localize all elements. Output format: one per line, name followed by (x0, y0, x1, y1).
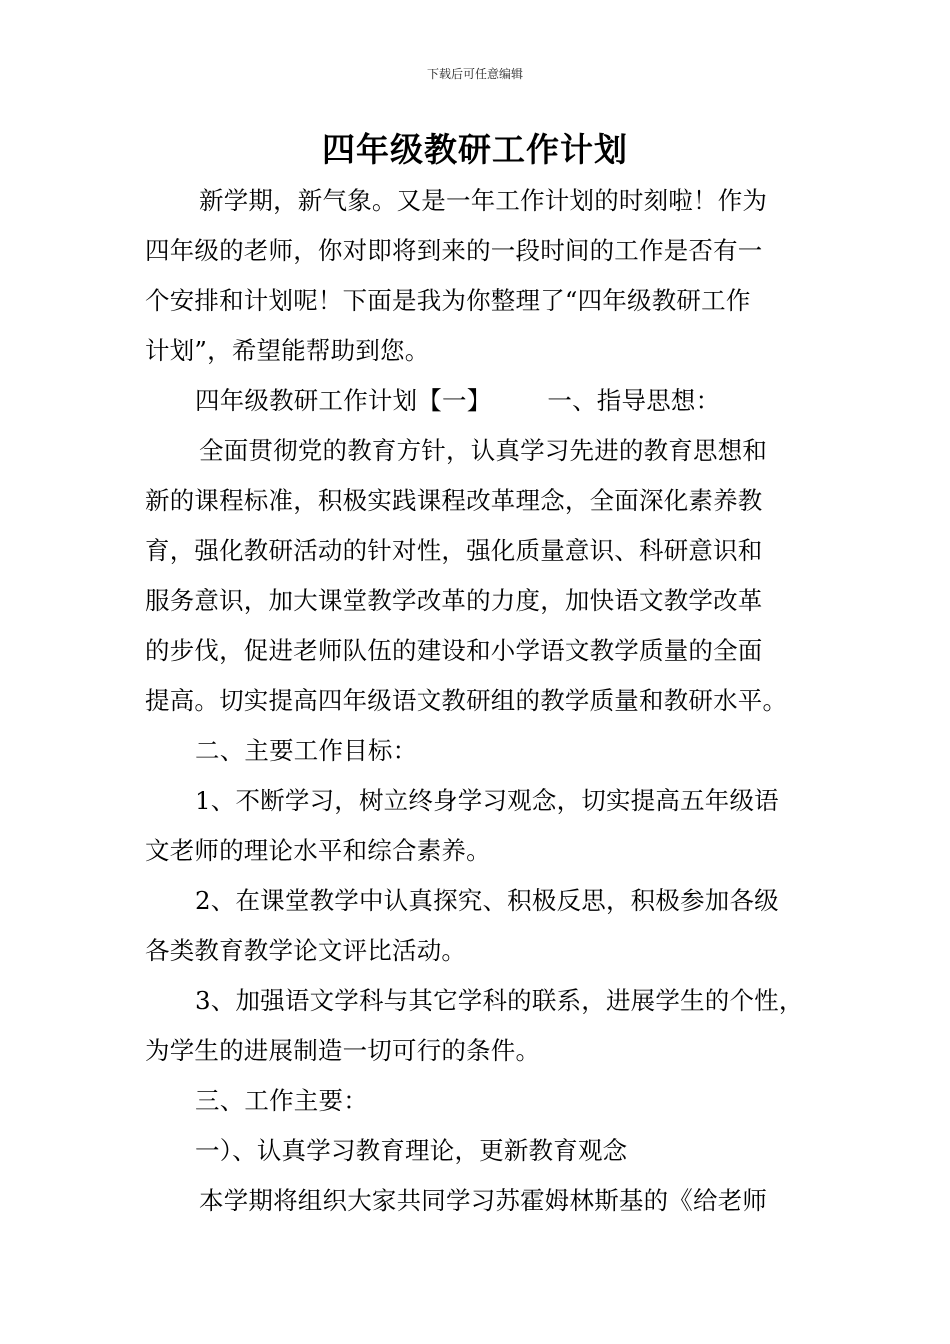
list-item-line: 2、在课堂教学中认真探究、积极反思，积极参加各级 (195, 886, 779, 915)
paragraph-line: 全面贯彻党的教育方针，认真学习先进的教育思想和 (199, 436, 768, 465)
subsection-heading: 一）、认真学习教育理论，更新教育观念 (195, 1136, 628, 1165)
paragraph-line: 新的课程标准，积极实践课程改革理念，全面深化素养教 (145, 486, 763, 515)
list-item-line: 3、加强语文学科与其它学科的联系，进展学生的个性， (195, 986, 804, 1015)
section-heading: 四年级教研工作计划【一】 (195, 386, 492, 415)
paragraph-line: 计划”，希望能帮助到您。 (145, 336, 430, 365)
section-heading: 二、主要工作目标： (195, 736, 418, 765)
paragraph-line: 育，强化教研活动的针对性，强化质量意识、科研意识和 (145, 536, 763, 565)
section-heading-line (145, 376, 815, 426)
document-title: 四年级教研工作计划 (322, 130, 628, 169)
paragraph-line: 本学期将组织大家共同学习苏霍姆林斯基的《给老师 (199, 1186, 768, 1215)
list-item-line: 1、不断学习，树立终身学习观念，切实提高五年级语 (195, 786, 779, 815)
header-note: 下载后可任意编辑 (426, 67, 523, 81)
paragraph-line: 服务意识，加大课堂教学改革的力度，加快语文教学改革 (145, 586, 763, 615)
list-item-line: 各类教育教学论文评比活动。 (145, 936, 467, 965)
paragraph-line: 的步伐，促进老师队伍的建设和小学语文教学质量的全面 (145, 636, 763, 665)
paragraph-line: 个安排和计划呢！下面是我为你整理了“四年级教研工作 (145, 286, 751, 315)
paragraph-line: 提高。切实提高四年级语文教研组的教学质量和教研水平。 (145, 686, 788, 715)
section-heading: 三、工作主要： (195, 1086, 368, 1115)
document-body (145, 176, 815, 1226)
list-item-line: 文老师的理论水平和综合素养。 (145, 836, 491, 865)
subsection-heading: 一、指导思想： (547, 386, 721, 415)
list-item-line: 为学生的进展制造一切可行的条件。 (145, 1036, 541, 1065)
paragraph-line: 四年级的老师，你对即将到来的一段时间的工作是否有一 (145, 236, 763, 265)
paragraph-line: 新学期，新气象。又是一年工作计划的时刻啦！作为 (199, 186, 768, 215)
